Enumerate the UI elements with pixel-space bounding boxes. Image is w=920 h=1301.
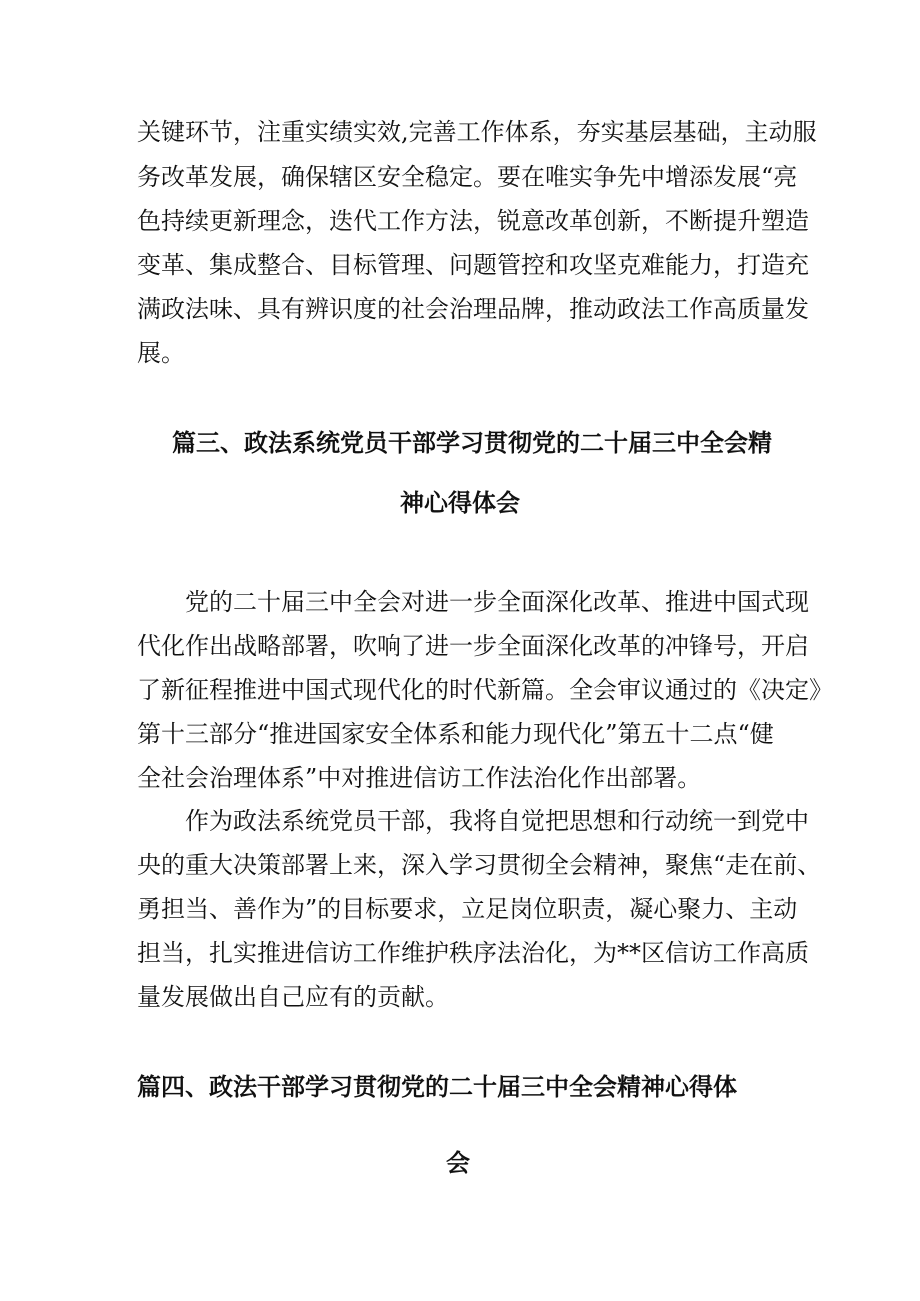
text-line: 务改革发展，确保辖区安全稳定。要在唯实争先中增添发展“亮 bbox=[137, 163, 798, 191]
text-line: 勇担当、善作为”的目标要求，立足岗位职责，凝心聚力、主动 bbox=[137, 895, 798, 923]
text-line: 作为政法系统党员干部，我将自觉把思想和行动统一到党中 bbox=[185, 807, 809, 835]
text-line: 央的重大决策部署上来，深入学习贯彻全会精神，聚焦“走在前、 bbox=[137, 851, 822, 879]
text-line: 了新征程推进中国式现代化的时代新篇。全会审议通过的《决定》 bbox=[137, 676, 833, 704]
text-line: 关键环节，注重实绩实效,完善工作体系，夯实基层基础，主动服 bbox=[137, 118, 817, 146]
text-line: 展。 bbox=[137, 339, 185, 367]
text-line: 量发展做出自己应有的贡献。 bbox=[137, 983, 449, 1011]
section-title-line: 神心得体会 bbox=[400, 489, 520, 517]
text-line: 党的二十届三中全会对进一步全面深化改革、推进中国式现 bbox=[185, 588, 809, 616]
section-title-line: 篇四、政法干部学习贯彻党的二十届三中全会精神心得体 bbox=[137, 1073, 737, 1101]
section-title-line: 会 bbox=[446, 1149, 470, 1177]
text-line: 第十三部分“推进国家安全体系和能力现代化”第五十二点“健 bbox=[137, 720, 774, 748]
text-line: 代化作出战略部署，吹响了进一步全面深化改革的冲锋号，开启 bbox=[137, 632, 809, 660]
section-title-line: 篇三、政法系统党员干部学习贯彻党的二十届三中全会精 bbox=[172, 429, 772, 457]
text-line: 色持续更新理念，迭代工作方法，锐意改革创新，不断提升塑造 bbox=[137, 207, 809, 235]
text-line: 担当，扎实推进信访工作维护秩序法治化，为**区信访工作高质 bbox=[137, 939, 809, 967]
text-line: 全社会治理体系”中对推进信访工作法治化作出部署。 bbox=[137, 764, 702, 792]
text-line: 满政法味、具有辨识度的社会治理品牌，推动政法工作高质量发 bbox=[137, 295, 809, 323]
text-line: 变革、集成整合、目标管理、问题管控和攻坚克难能力，打造充 bbox=[137, 251, 809, 279]
